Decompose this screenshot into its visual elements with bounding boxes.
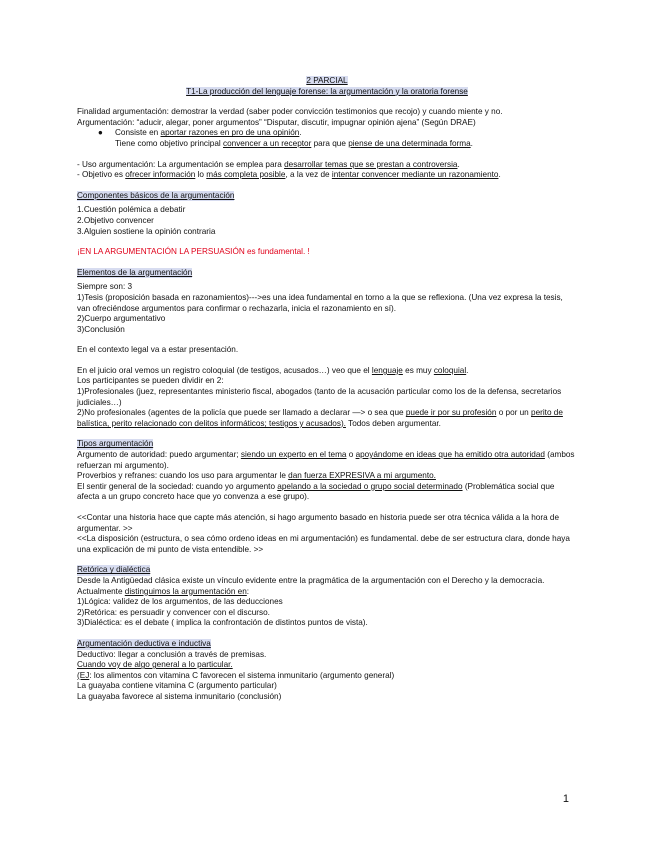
document-title: 2 PARCIAL: [306, 76, 348, 85]
list-item: 3)Dialéctica: es el debate ( implica la confrontación de distintos puntos de vista).: [77, 618, 368, 628]
text-span: - Objetivo es: [77, 170, 126, 180]
document-subtitle: T1-La producción del lenguaje forense: la argumentación y la oratoria forense: [186, 86, 468, 96]
underlined-span: convencer a un receptor: [223, 138, 312, 148]
underlined-span: lenguaje: [371, 365, 403, 375]
text-span: (ambos refuerzan mi argumento).: [77, 450, 575, 470]
consiste-bullet: [77, 128, 577, 139]
underlined-span: Cuando voy de algo general a lo particular.: [77, 660, 233, 670]
underlined-span: intentar convencer mediante un razonamiento: [331, 170, 499, 180]
underlined-span: perito de balística, perito relacionado con delitos informáticos; testigos y acusados).: [77, 408, 563, 428]
conclusion-text: 3)Conclusión: [77, 324, 125, 334]
distinguimos-text: [77, 587, 577, 598]
text-span: lo: [195, 170, 207, 180]
no-profesionales-text: [77, 408, 577, 429]
underlined-span: puede ir por su profesión: [405, 408, 497, 418]
general-particular-text: [77, 660, 577, 671]
participantes-text: Los participantes se pueden dividir en 2:: [77, 376, 224, 386]
text-span: es muy: [402, 365, 434, 375]
list-item: 1.Cuestión polémica a debatir: [77, 205, 186, 215]
document-page: [77, 76, 577, 703]
text-span: .: [498, 170, 501, 180]
uso-line: [77, 160, 577, 171]
page-number: 1: [562, 793, 569, 805]
text-span: o por un: [496, 408, 532, 418]
text-span: Argumento de autoridad: puedo argumentar;: [77, 450, 241, 460]
profesionales-text: 1)Profesionales (juez, representantes ministerio fiscal, abogados (tanto de la acusación particular como los de la defensa, secretarios judiciales…): [77, 387, 562, 407]
siempre-text: Siempre son: 3: [77, 282, 133, 292]
text-span: .: [470, 138, 473, 148]
quote-disposicion: <<La disposición (estructura, o sea cómo ordeno ideas en mi argumentación) es fundamental. debe de ser estructura clara, donde haya una explicación de mi punto de vista entendible. >>: [77, 534, 570, 554]
text-span: Consiste en: [115, 128, 161, 138]
section-heading-deductiva: Argumentación deductiva e inductiva: [77, 638, 211, 648]
underlined-span: apoyándome en ideas que ha emitido otra autoridad: [355, 450, 545, 460]
guayaba-conclusion-text: La guayaba favorece al sistema inmunitario (conclusión): [77, 691, 282, 701]
section-heading-componentes: Componentes básicos de la argumentación: [77, 190, 235, 200]
text-span: .: [299, 128, 302, 138]
juicio-text: [77, 366, 577, 377]
section-heading-elementos: Elementos de la argumentación: [77, 267, 193, 277]
text-span: :: [246, 586, 250, 596]
text-span: o: [346, 450, 356, 460]
title-block: [77, 76, 577, 97]
list-item: 1)Lógica: validez de los argumentos, de las deducciones: [77, 597, 283, 607]
text-span: , a la vez de: [285, 170, 332, 180]
text-span: 2)No profesionales (agentes de la policía que puede ser llamado a declarar —> o sea que: [77, 408, 406, 418]
guayaba-particular-text: La guayaba contiene vitamina C (argumento particular): [77, 681, 277, 691]
antiguedad-text: Desde la Antigüedad clásica existe un vínculo evidente entre la pragmática de la argumentación con el Derecho y la democracia.: [77, 575, 545, 585]
list-item: 2.Objetivo convencer: [77, 215, 154, 225]
section-heading-retorica: Retórica y dialéctica: [77, 565, 151, 575]
text-span: : los alimentos con vitamina C favorecen el sistema inmunitario (argumento general): [89, 670, 395, 680]
finalidad-text: Finalidad argumentación: demostrar la verdad (saber poder convicción testimonios que recojo) y cuando miente y no.: [77, 107, 503, 117]
tesis-text: 1)Tesis (proposición basada en razonamientos)--->es una idea fundamental en torno a la que se reflexiona. (Una vez expresa la tesis, van ofreciéndose argumentos para confirmar o rechazarla, inicia el razonamiento en sí).: [77, 292, 563, 313]
ejemplo-text: [77, 671, 577, 682]
text-span: Actualmente: [77, 586, 125, 596]
persuasion-callout: ¡EN LA ARGUMENTACIÓN LA PERSUASIÓN es fundamental. !: [77, 247, 310, 257]
text-span: (Problemática social que afecta a un grupo concreto hace que yo convenza a ese grupo).: [77, 481, 555, 502]
section-heading-tipos: Tipos argumentación: [77, 439, 154, 449]
objetivo-text: [77, 139, 577, 150]
underlined-span: ofrecer información: [125, 170, 196, 180]
underlined-span: siendo un experto en el tema: [240, 450, 347, 460]
objetivo-line: [77, 170, 577, 181]
proverbios-text: [77, 471, 577, 482]
text-span: .: [466, 365, 469, 375]
text-span: - Uso argumentación: La argumentación se emplea para: [77, 159, 285, 169]
underlined-span: apelando a la sociedad o grupo social determinado: [277, 481, 463, 491]
text-span: En el juicio oral vemos un registro coloquial (de testigos, acusados…) veo que el: [77, 365, 372, 375]
underlined-span: (EJ: [77, 670, 90, 680]
autoridad-text: [77, 450, 577, 471]
sentir-text: [77, 482, 577, 503]
underlined-span: piense de una determinada forma: [348, 138, 471, 148]
underlined-span: coloquial: [433, 365, 467, 375]
underlined-span: más completa posible: [206, 170, 286, 180]
deductivo-text: Deductivo: llegar a conclusión a través de premisas.: [77, 649, 267, 659]
text-span: Tiene como objetivo principal: [115, 138, 224, 148]
underlined-span: aportar razones en pro de una opinión: [160, 128, 300, 138]
text-span: para que: [311, 138, 349, 148]
list-item: 3.Alguien sostiene la opinión contraria: [77, 226, 216, 236]
bullet-icon: ●: [98, 128, 103, 138]
text-span: Proverbios y refranes: cuando los uso para argumentar le: [77, 471, 289, 481]
text-span: Todos deben argumentar.: [345, 418, 441, 428]
quote-historia: <<Contar una historia hace que capte más atención, si hago argumento basado en historia puede ser otra técnica válida a la hora de argumentar. >>: [77, 513, 560, 533]
text-span: El sentir general de la sociedad: cuando yo argumento: [77, 481, 278, 491]
argumentacion-text: Argumentación: “aducir, alegar, poner argumentos” “Disputar, discutir, impugnar opinión ajena” (Según DRAE): [77, 117, 476, 127]
contexto-text: En el contexto legal va a estar presentación.: [77, 345, 239, 355]
cuerpo-text: 2)Cuerpo argumentativo: [77, 314, 166, 324]
underlined-span: desarrollar temas que se prestan a controversia: [284, 159, 458, 169]
underlined-span: dan fuerza EXPRESIVA a mi argumento.: [288, 471, 436, 481]
underlined-span: distinguimos la argumentación en: [124, 586, 247, 596]
text-span: .: [457, 159, 460, 169]
list-item: 2)Retórica: es persuadir y convencer con el discurso.: [77, 607, 270, 617]
